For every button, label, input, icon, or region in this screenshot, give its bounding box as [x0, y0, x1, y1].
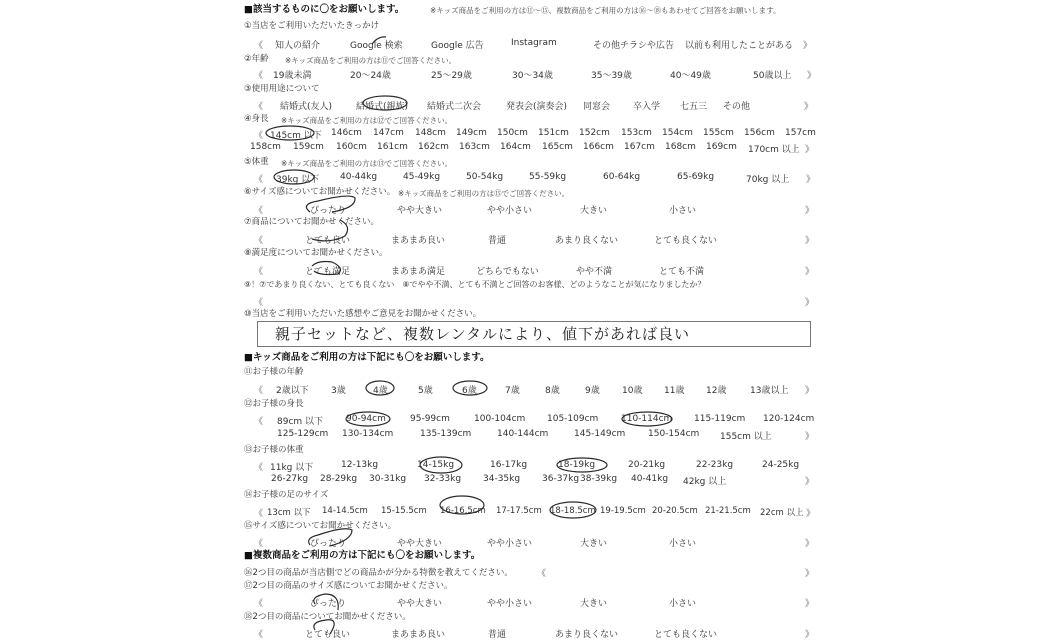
- q17-option[interactable]: 大きい: [580, 599, 608, 609]
- close-bracket: 》: [804, 102, 814, 112]
- q15-option[interactable]: 大きい: [580, 539, 608, 549]
- q13-option[interactable]: 38-39kg: [580, 474, 618, 484]
- kids-section-title: ■キッズ商品をご利用の方は下記にも〇をお願いします。: [244, 352, 490, 363]
- q18-options: [0, 627, 1060, 639]
- q6-note: ※キッズ商品をご利用の方は⑮でご回答ください。: [398, 189, 570, 198]
- q4-option[interactable]: 159cm: [293, 142, 324, 152]
- close-bracket: 》: [805, 145, 815, 155]
- q9-answer-field[interactable]: [0, 295, 1060, 307]
- q6-label: ⑥サイズ感についてお聞かせください。: [244, 187, 396, 197]
- q4-option[interactable]: 163cm: [459, 142, 490, 152]
- close-bracket: 》: [805, 569, 815, 579]
- q12-option[interactable]: 115-119cm: [694, 414, 746, 424]
- q5-option[interactable]: 65-69kg: [677, 172, 715, 182]
- close-bracket: 》: [805, 236, 815, 246]
- q11-option[interactable]: 9歳: [585, 386, 600, 396]
- q13-option[interactable]: 11kg 以下: [270, 463, 314, 473]
- q14-options: [0, 506, 1060, 518]
- q5-options: [0, 172, 1060, 184]
- q3-option[interactable]: 七五三: [680, 102, 708, 112]
- q3-option[interactable]: 結婚式(友人): [280, 102, 333, 112]
- q15-options: [0, 536, 1060, 548]
- q4-label: ④身長: [244, 114, 269, 124]
- q2-option[interactable]: 25〜29歳: [431, 71, 472, 81]
- q3-label: ③使用用途について: [244, 84, 320, 94]
- q12-option[interactable]: 135-139cm: [420, 429, 472, 439]
- q11-option[interactable]: 11歳: [664, 386, 685, 396]
- q13-option[interactable]: 22-23kg: [696, 460, 734, 470]
- q13-option[interactable]: 18-19kg: [558, 460, 596, 470]
- q4-option[interactable]: 147cm: [373, 128, 404, 138]
- q8-option[interactable]: どちらでもない: [476, 267, 539, 277]
- open-bracket: 《: [254, 102, 264, 112]
- q8-option[interactable]: とても不満: [659, 267, 705, 277]
- q11-option[interactable]: 13歳以上: [750, 386, 789, 396]
- q17-option[interactable]: やや小さい: [487, 599, 533, 609]
- q4-option[interactable]: 146cm: [331, 128, 362, 138]
- q11-label: ⑪お子様の年齢: [244, 367, 304, 377]
- q5-option[interactable]: 60-64kg: [603, 172, 641, 182]
- q14-option[interactable]: 21-21.5cm: [705, 506, 751, 516]
- q13-label: ⑬お子様の体重: [244, 445, 304, 455]
- open-bracket: 《: [254, 417, 264, 427]
- q18-option[interactable]: とても良い: [305, 630, 351, 640]
- q5-option[interactable]: 45-49kg: [403, 172, 441, 182]
- q17-label: ⑰2つ目の商品のサイズ感についてお聞かせください。: [244, 581, 453, 591]
- close-bracket: 》: [803, 41, 813, 51]
- open-bracket: 《: [537, 569, 547, 579]
- open-bracket: 《: [254, 630, 264, 640]
- close-bracket: 》: [806, 509, 816, 519]
- q12-option[interactable]: 89cm 以下: [277, 417, 324, 427]
- q1-option[interactable]: Google 広告: [431, 41, 484, 51]
- q11-option[interactable]: 12歳: [706, 386, 727, 396]
- q10-handwritten-answer: 親子セットなど、複数レンタルにより、値下があれば良い: [275, 325, 691, 343]
- q12-option[interactable]: 95-99cm: [410, 414, 450, 424]
- q13-option[interactable]: 40-41kg: [631, 474, 669, 484]
- q12-option[interactable]: 125-129cm: [277, 429, 329, 439]
- q1-option[interactable]: 知人の紹介: [275, 41, 321, 51]
- open-bracket: 《: [254, 539, 264, 549]
- q3-option[interactable]: 結婚式(親族): [356, 102, 409, 112]
- q18-option[interactable]: とても良くない: [654, 630, 718, 640]
- q4-option[interactable]: 161cm: [377, 142, 408, 152]
- open-bracket: 《: [254, 267, 264, 277]
- q4-option[interactable]: 158cm: [250, 142, 281, 152]
- q13-option[interactable]: 28-29kg: [320, 474, 358, 484]
- open-bracket: 《: [254, 599, 264, 609]
- q9-label: ⑨！⑦であまり良くない、とても良くない ⑧でやや不満、とても不満とご回答のお客様、どのようなことが気になりましたか？: [244, 280, 706, 289]
- q8-option[interactable]: とても満足: [305, 267, 351, 277]
- open-bracket: 《: [254, 509, 264, 519]
- q13-option[interactable]: 26-27kg: [271, 474, 309, 484]
- q11-option[interactable]: 5歳: [418, 386, 433, 396]
- q13-option[interactable]: 36-37kg: [542, 474, 580, 484]
- q4-option[interactable]: 165cm: [542, 142, 573, 152]
- multi-section-title: ■複数商品をご利用の方は下記にも〇をお願いします。: [244, 550, 481, 561]
- q8-option[interactable]: やや不満: [576, 267, 613, 277]
- q4-option[interactable]: 169cm: [706, 142, 737, 152]
- q8-option[interactable]: まあまあ満足: [391, 267, 446, 277]
- close-bracket: 》: [805, 298, 815, 308]
- q4-option[interactable]: 167cm: [624, 142, 655, 152]
- open-bracket: 《: [254, 41, 264, 51]
- q6-option[interactable]: やや大きい: [397, 206, 443, 216]
- q15-label: ⑮サイズ感についてお聞かせください。: [244, 521, 397, 531]
- q12-option[interactable]: 150-154cm: [648, 429, 700, 439]
- q13-option[interactable]: 42kg 以上: [683, 477, 727, 487]
- q13-option[interactable]: 14-15kg: [417, 460, 455, 470]
- q2-options: [0, 68, 1060, 80]
- q4-option[interactable]: 151cm: [538, 128, 569, 138]
- close-bracket: 》: [805, 432, 815, 442]
- q15-option[interactable]: 小さい: [669, 539, 697, 549]
- q4-options-row2: [0, 142, 1060, 154]
- q13-option[interactable]: 24-25kg: [762, 460, 800, 470]
- q13-option[interactable]: 12-13kg: [341, 460, 379, 470]
- q6-option[interactable]: 大きい: [580, 206, 608, 216]
- q1-options: [0, 38, 1060, 50]
- q14-option[interactable]: 13cm 以下: [267, 508, 311, 518]
- q3-options: [0, 99, 1060, 111]
- q2-option[interactable]: 20〜24歳: [350, 71, 391, 81]
- q7-option[interactable]: 普通: [488, 236, 507, 246]
- q4-option[interactable]: 153cm: [621, 128, 652, 138]
- q11-option[interactable]: 4歳: [373, 386, 388, 396]
- q14-option[interactable]: 17-17.5cm: [496, 506, 542, 516]
- q10-label: ⑩当店をご利用いただいた感想やご意見をお聞かせください。: [244, 309, 482, 319]
- q17-option[interactable]: ぴったり: [310, 599, 347, 609]
- q15-option[interactable]: やや大きい: [397, 539, 443, 549]
- q5-option[interactable]: 55-59kg: [529, 172, 567, 182]
- q12-option[interactable]: 90-94cm: [346, 414, 386, 424]
- q7-option[interactable]: まあまあ良い: [391, 236, 446, 246]
- q13-options-row2: [0, 474, 1060, 486]
- q7-option[interactable]: あまり良くない: [555, 236, 619, 246]
- q8-options: [0, 264, 1060, 276]
- q12-option[interactable]: 120-124cm: [763, 414, 815, 424]
- open-bracket: 《: [254, 386, 264, 396]
- q2-option[interactable]: 35〜39歳: [591, 71, 632, 81]
- q11-option[interactable]: 2歳以下: [276, 386, 309, 396]
- q15-option[interactable]: やや小さい: [487, 539, 533, 549]
- close-bracket: 》: [805, 630, 815, 640]
- q12-option[interactable]: 105-109cm: [547, 414, 599, 424]
- q12-options-row2: [0, 429, 1060, 441]
- q4-option[interactable]: 164cm: [500, 142, 531, 152]
- q14-option[interactable]: 18-18.5cm: [550, 506, 596, 516]
- close-bracket: 》: [806, 175, 816, 185]
- q2-option[interactable]: 19歳未満: [273, 71, 312, 81]
- q4-options-row1: [0, 128, 1060, 140]
- q13-option[interactable]: 34-35kg: [483, 474, 521, 484]
- q5-option[interactable]: 40-44kg: [340, 172, 378, 182]
- q11-option[interactable]: 6歳: [462, 386, 477, 396]
- q18-label: ⑱2つ目の商品についてお聞かせください。: [244, 612, 411, 622]
- q11-option[interactable]: 3歳: [331, 386, 346, 396]
- q16-row: [0, 566, 1060, 578]
- q6-option[interactable]: やや小さい: [487, 206, 533, 216]
- close-bracket: 》: [805, 477, 815, 487]
- q12-option[interactable]: 100-104cm: [474, 414, 526, 424]
- q4-option[interactable]: 157cm: [785, 128, 816, 138]
- close-bracket: 》: [805, 206, 815, 216]
- q14-option[interactable]: 20-20.5cm: [652, 506, 698, 516]
- q15-option[interactable]: ぴったり: [310, 539, 347, 549]
- q17-options: [0, 596, 1060, 608]
- q5-option[interactable]: 50-54kg: [466, 172, 504, 182]
- form-title: ■該当するものに〇をお願いします。: [244, 4, 405, 15]
- q4-option[interactable]: 162cm: [418, 142, 449, 152]
- q3-option[interactable]: 結婚式二次会: [427, 102, 482, 112]
- q14-option[interactable]: 19-19.5cm: [600, 506, 646, 516]
- q1-option[interactable]: 以前も利用したことがある: [685, 41, 794, 51]
- q12-label: ⑫お子様の身長: [244, 399, 304, 409]
- q18-option[interactable]: あまり良くない: [555, 630, 619, 640]
- q1-option[interactable]: Instagram: [511, 38, 557, 48]
- q18-option[interactable]: まあまあ良い: [391, 630, 446, 640]
- q17-option[interactable]: やや大きい: [397, 599, 443, 609]
- q4-option[interactable]: 152cm: [579, 128, 610, 138]
- q4-option[interactable]: 148cm: [415, 128, 446, 138]
- q7-options: [0, 233, 1060, 245]
- open-bracket: 《: [254, 236, 264, 246]
- q12-option[interactable]: 140-144cm: [497, 429, 549, 439]
- q17-option[interactable]: 小さい: [669, 599, 697, 609]
- q4-option[interactable]: 168cm: [665, 142, 696, 152]
- q4-option[interactable]: 160cm: [336, 142, 367, 152]
- q11-options: [0, 383, 1060, 395]
- q11-option[interactable]: 10歳: [622, 386, 643, 396]
- q4-option[interactable]: 149cm: [456, 128, 487, 138]
- q5-option[interactable]: 70kg 以上: [746, 175, 790, 185]
- q14-option[interactable]: 22cm 以上: [760, 508, 804, 518]
- q6-option[interactable]: 小さい: [669, 206, 697, 216]
- close-bracket: 》: [807, 71, 817, 81]
- open-bracket: 《: [254, 463, 264, 473]
- q3-option[interactable]: その他: [723, 102, 751, 112]
- q13-option[interactable]: 30-31kg: [369, 474, 407, 484]
- q2-label: ②年齢: [244, 54, 269, 64]
- q14-label: ⑭お子様の足のサイズ: [244, 490, 329, 500]
- close-bracket: 》: [805, 386, 815, 396]
- q4-option[interactable]: 145cm 以下: [270, 131, 322, 141]
- close-bracket: 》: [805, 539, 815, 549]
- q13-option[interactable]: 16-17kg: [490, 460, 528, 470]
- open-bracket: 《: [254, 298, 264, 308]
- q13-option[interactable]: 32-33kg: [424, 474, 462, 484]
- open-bracket: 《: [254, 131, 264, 141]
- q3-option[interactable]: 卒入学: [633, 102, 661, 112]
- q4-option[interactable]: 155cm: [703, 128, 734, 138]
- q7-option[interactable]: とても良くない: [654, 236, 718, 246]
- q12-option[interactable]: 130-134cm: [342, 429, 394, 439]
- q2-option[interactable]: 50歳以上: [753, 71, 792, 81]
- q12-option[interactable]: 155cm 以上: [720, 432, 772, 442]
- q1-option[interactable]: Google 検索: [350, 41, 403, 51]
- q14-option[interactable]: 14-14.5cm: [322, 506, 368, 516]
- open-bracket: 《: [254, 206, 264, 216]
- q12-option[interactable]: 110-114cm: [621, 414, 673, 424]
- q4-option[interactable]: 150cm: [497, 128, 528, 138]
- q7-label: ⑦商品についてお聞かせください。: [244, 217, 379, 227]
- q12-option[interactable]: 145-149cm: [574, 429, 626, 439]
- q7-option[interactable]: とても良い: [305, 236, 351, 246]
- q2-option[interactable]: 30〜34歳: [512, 71, 553, 81]
- q6-option[interactable]: ぴったり: [310, 206, 347, 216]
- form-note: ※キッズ商品をご利用の方は⑪〜⑮、複数商品をご利用の方は⑯〜⑱もあわせてご回答をお願いします。: [430, 6, 781, 15]
- q18-option[interactable]: 普通: [488, 630, 507, 640]
- q5-label: ⑤体重: [244, 157, 269, 167]
- open-bracket: 《: [254, 71, 264, 81]
- q4-option[interactable]: 170cm 以上: [748, 145, 800, 155]
- q4-option[interactable]: 154cm: [662, 128, 693, 138]
- q2-note: ※キッズ商品をご利用の方は⑪でご回答ください。: [285, 56, 457, 65]
- q2-option[interactable]: 40〜49歳: [670, 71, 711, 81]
- q4-option[interactable]: 156cm: [744, 128, 775, 138]
- q14-option[interactable]: 15-15.5cm: [381, 506, 427, 516]
- q4-option[interactable]: 166cm: [583, 142, 614, 152]
- q1-option[interactable]: その他チラシや広告: [593, 41, 675, 51]
- q16-label: ⑯2つ目の商品が当店側でどの商品かが分かる特徴を教えてください。: [244, 568, 513, 578]
- q4-note: ※キッズ商品をご利用の方は⑫でご回答ください。: [281, 116, 453, 125]
- close-bracket: 》: [805, 267, 815, 277]
- q12-options-row1: [0, 414, 1060, 426]
- q13-option[interactable]: 20-21kg: [628, 460, 666, 470]
- q3-option[interactable]: 発表会(演奏会): [506, 102, 568, 112]
- q3-option[interactable]: 同窓会: [583, 102, 611, 112]
- q1-label: ①当店をご利用いただいたきっかけ: [244, 21, 380, 31]
- q11-option[interactable]: 7歳: [505, 386, 520, 396]
- close-bracket: 》: [805, 599, 815, 609]
- q6-options: [0, 203, 1060, 215]
- q11-option[interactable]: 8歳: [545, 386, 560, 396]
- open-bracket: 《: [254, 175, 264, 185]
- q13-options-row1: [0, 460, 1060, 472]
- q5-option[interactable]: 39kg 以下: [276, 175, 320, 185]
- q14-option[interactable]: 16-16.5cm: [440, 506, 486, 516]
- q5-note: ※キッズ商品をご利用の方は⑬でご回答ください。: [281, 159, 453, 168]
- q8-label: ⑧満足度についてお聞かせください。: [244, 248, 388, 258]
